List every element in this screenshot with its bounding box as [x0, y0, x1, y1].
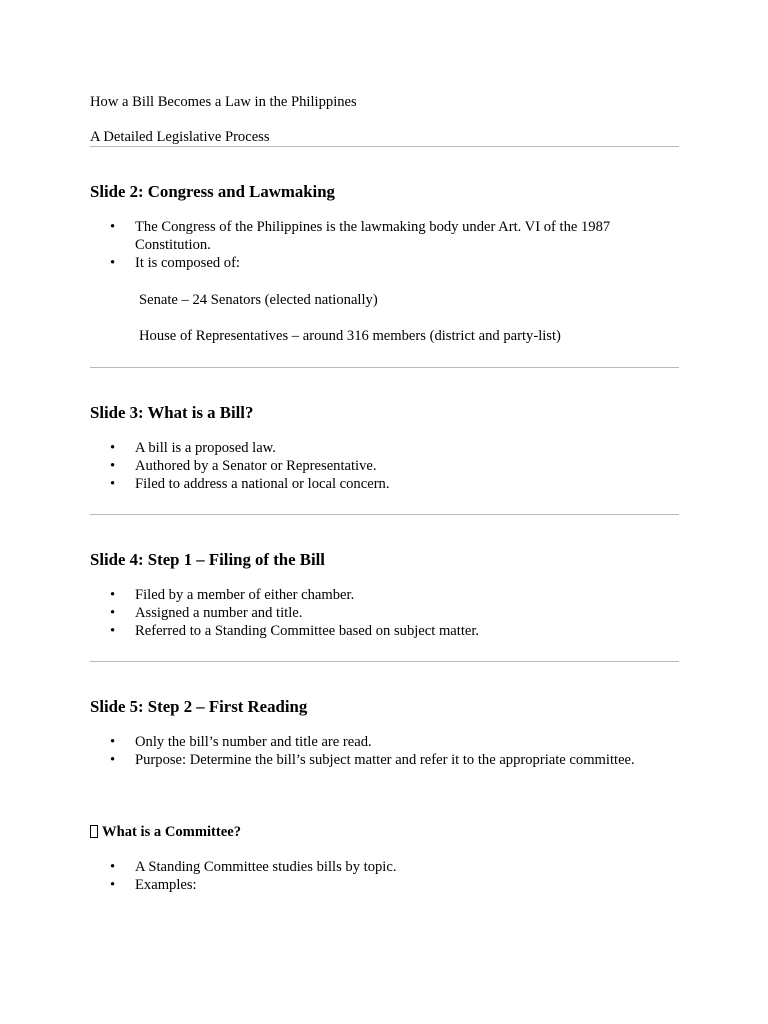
slide-5-bullets	[90, 733, 679, 769]
slide-2-heading: Slide 2: Congress and Lawmaking	[90, 182, 335, 201]
bullet-icon: •	[110, 587, 116, 603]
bullet-icon: •	[110, 458, 116, 474]
slide-3-section	[90, 402, 679, 493]
list-item	[90, 439, 679, 457]
list-item-text: Purpose: Determine the bill’s subject matter and refer it to the appropriate committee.	[135, 752, 635, 768]
bullet-icon: •	[110, 605, 116, 621]
slide-5-heading: Slide 5: Step 2 – First Reading	[90, 697, 308, 716]
bullet-icon: •	[110, 734, 116, 750]
committee-heading-text: What is a Committee?	[102, 824, 242, 840]
slide-5-section	[90, 696, 679, 769]
missing-glyph-box-icon	[90, 825, 98, 838]
list-item	[90, 622, 679, 640]
divider	[90, 661, 679, 662]
list-item-text: Referred to a Standing Committee based on subject matter.	[135, 623, 480, 639]
document-page	[90, 93, 679, 894]
divider	[90, 514, 679, 515]
committee-heading	[90, 822, 679, 842]
list-item-text: Authored by a Senator or Representative.	[135, 458, 377, 474]
slide-4-heading: Slide 4: Step 1 – Filing of the Bill	[90, 550, 325, 569]
list-item	[90, 475, 679, 493]
list-item	[90, 254, 679, 272]
document-title: How a Bill Becomes a Law in the Philippines	[90, 94, 357, 110]
bullet-icon: •	[110, 859, 116, 875]
list-item	[90, 218, 679, 254]
list-item	[90, 733, 679, 751]
list-item	[90, 858, 679, 876]
bullet-icon: •	[110, 752, 116, 768]
list-item	[90, 876, 679, 894]
list-item-text: The Congress of the Philippines is the lawmaking body under Art. VI of the 1987 Constitution.	[135, 219, 611, 253]
committee-section	[90, 822, 679, 894]
slide-4-section	[90, 549, 679, 640]
list-item-text: A bill is a proposed law.	[135, 440, 276, 456]
slide-2-bullets	[90, 218, 679, 272]
slide-3-bullets	[90, 439, 679, 493]
bullet-icon: •	[110, 623, 116, 639]
list-item	[90, 457, 679, 475]
slide-2-section	[90, 181, 679, 345]
bullet-icon: •	[110, 877, 116, 893]
bullet-icon: •	[110, 476, 116, 492]
list-item-text: Assigned a number and title.	[135, 605, 303, 621]
house-line: House of Representatives – around 316 members (district and party-list)	[139, 328, 561, 344]
list-item	[90, 586, 679, 604]
list-item	[90, 604, 679, 622]
list-item-text: Examples:	[135, 877, 197, 893]
slide-3-heading: Slide 3: What is a Bill?	[90, 403, 254, 422]
list-item-text: A Standing Committee studies bills by topic.	[135, 859, 397, 875]
list-item-text: It is composed of:	[135, 255, 240, 271]
senate-line: Senate – 24 Senators (elected nationally)	[139, 292, 378, 308]
bullet-icon: •	[110, 255, 116, 271]
divider	[90, 367, 679, 368]
list-item-text: Filed to address a national or local concern.	[135, 476, 390, 492]
bullet-icon: •	[110, 440, 116, 456]
list-item-text: Filed by a member of either chamber.	[135, 587, 355, 603]
document-subtitle: A Detailed Legislative Process	[90, 129, 270, 145]
list-item	[90, 751, 679, 769]
bullet-icon: •	[110, 219, 116, 235]
committee-bullets	[90, 858, 679, 894]
divider	[90, 146, 679, 147]
list-item-text: Only the bill’s number and title are read.	[135, 734, 372, 750]
slide-4-bullets	[90, 586, 679, 640]
